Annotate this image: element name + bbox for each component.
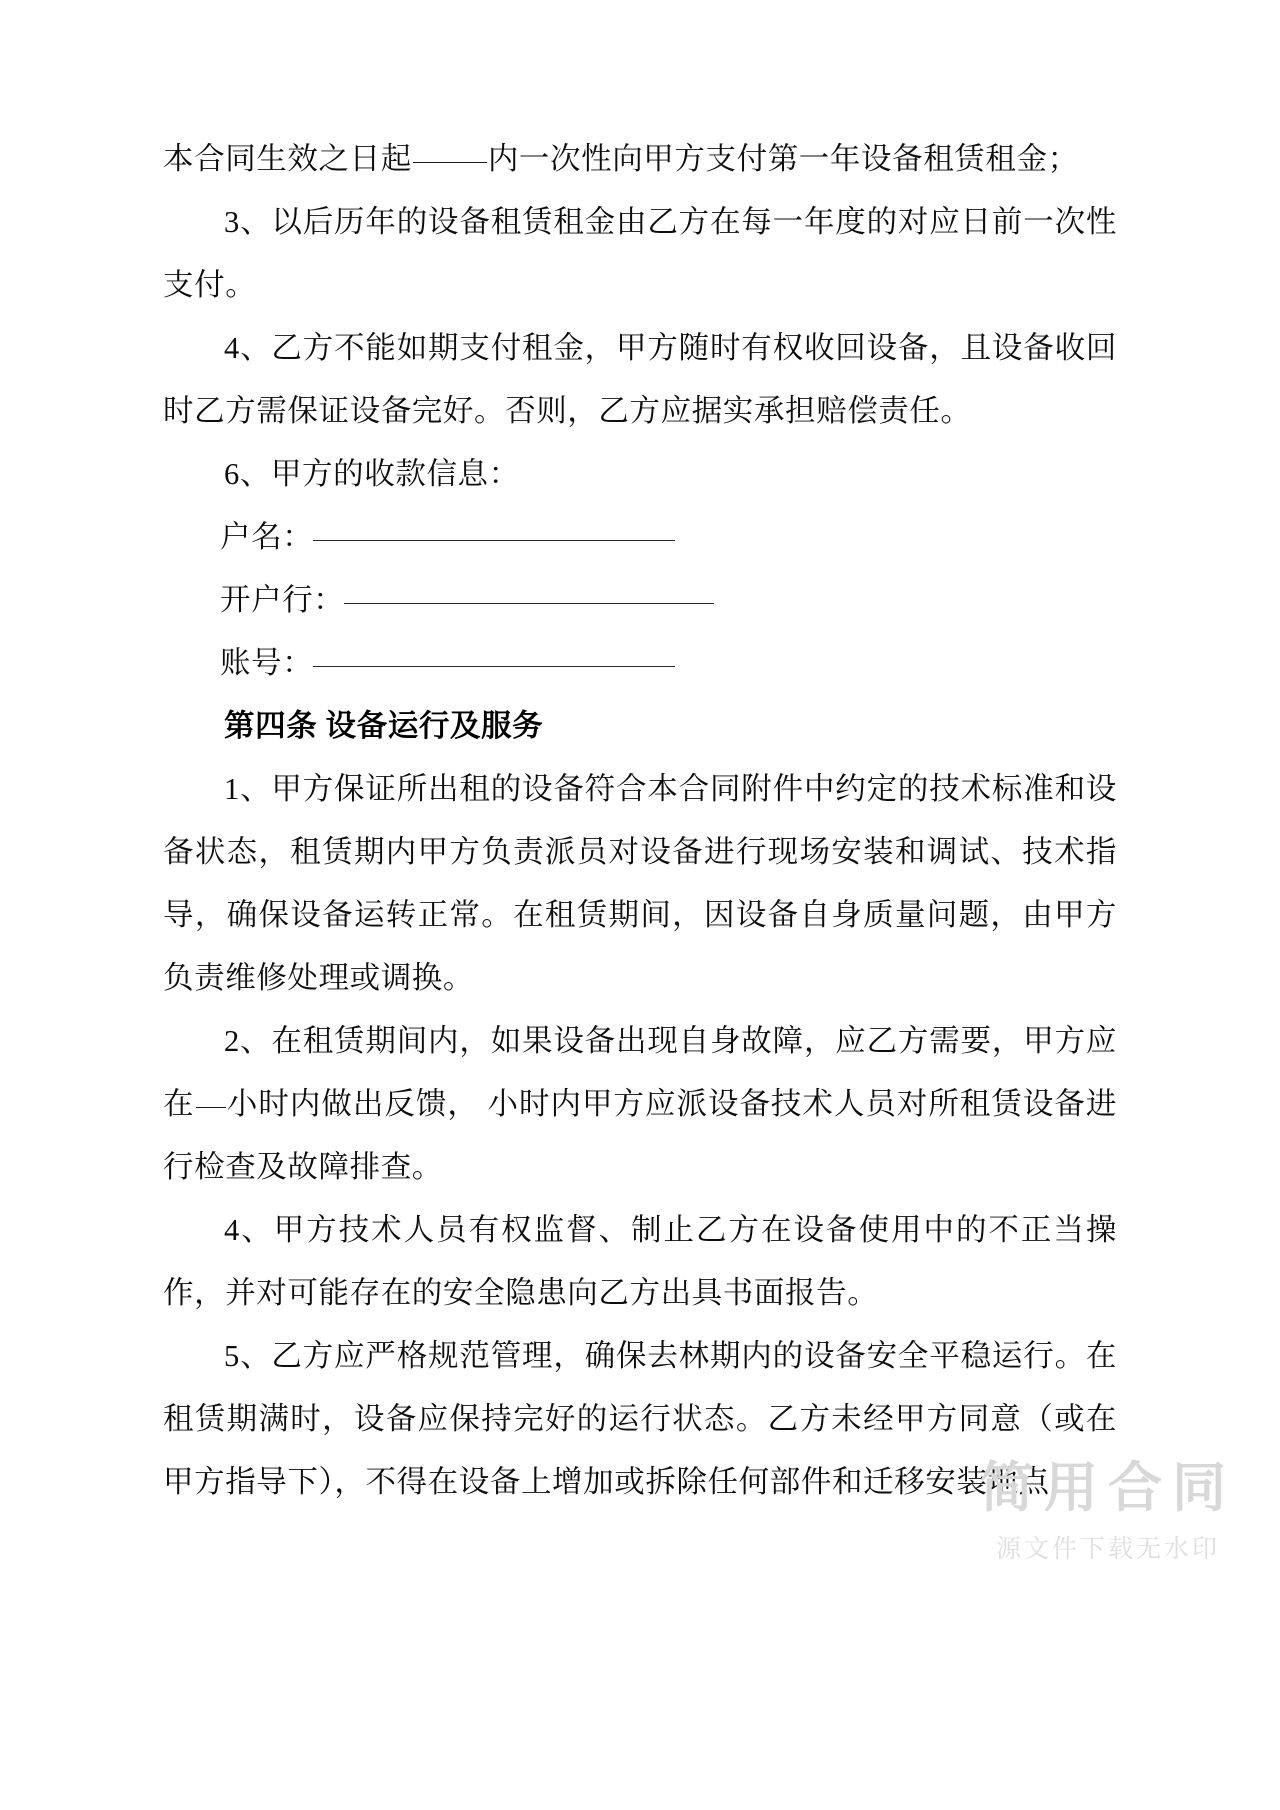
document-body [163, 128, 1117, 1514]
payee-field-account-number-input[interactable] [313, 666, 675, 667]
section-heading-article-four: 第四条 设备运行及服务 [224, 709, 544, 743]
paragraph-service-1: 1、甲方保证所出租的设备符合本合同附件中约定的技术标准和设备状态，租赁期内甲方负责派员对设备进行现场安装和调试、技术指导，确保设备运转正常。在租赁期间，因设备自身质量问题，由甲方负责维修处理或调换。 [163, 772, 1117, 995]
fill-in-blank-duration[interactable] [413, 162, 487, 163]
paragraph-service-2 [163, 1010, 1117, 1199]
payee-field-account-name-input[interactable] [313, 540, 675, 541]
paragraph-item-6: 6、甲方的收款信息： [224, 457, 520, 491]
paragraph-continued-text-after: 内一次性向甲方支付第一年设备租赁租金； [487, 142, 1079, 176]
payee-field-bank-name [163, 569, 1117, 632]
payee-field-account-number-label: 账号： [220, 646, 314, 680]
payee-field-account-name [163, 506, 1117, 569]
watermark-brand: 简用合同 [980, 1457, 1236, 1518]
paragraph-service-4: 4、甲方技术人员有权监督、制止乙方在设备使用中的不正当操作，并对可能存在的安全隐患向乙方出具书面报告。 [163, 1213, 1117, 1310]
payee-field-bank-name-label: 开户行： [220, 583, 345, 617]
watermark-tagline: 源文件下载无水印 [995, 1535, 1220, 1563]
payee-field-account-name-label: 户名： [220, 520, 314, 554]
paragraph-continued [163, 128, 1117, 191]
paragraph-item-3: 3、以后历年的设备租赁租金由乙方在每一年度的对应日前一次性支付。 [163, 205, 1117, 302]
paragraph-service-2-text-after: 小时内做出反馈， 小时内甲方应派设备技术人员对所租赁设备进行检查及故障排查。 [163, 1087, 1117, 1184]
paragraph-service-2-text-before: 2、在租赁期间内，如果设备出现自身故障，应乙方需要，甲方应在 [163, 1024, 1117, 1121]
paragraph-item-4: 4、乙方不能如期支付租金，甲方随时有权收回设备，且设备收回时乙方需保证设备完好。否则，乙方应据实承担赔偿责任。 [163, 331, 1117, 428]
fill-in-blank-response-hours[interactable] [196, 1107, 226, 1108]
payee-field-account-number [163, 632, 1117, 695]
payee-field-bank-name-input[interactable] [344, 603, 714, 604]
paragraph-service-5: 5、乙方应严格规范管理，确保去林期内的设备安全平稳运行。在租赁期满时，设备应保持完好的运行状态。乙方未经甲方同意（或在甲方指导下），不得在设备上增加或拆除任何部件和迁移安装地点 [163, 1339, 1117, 1499]
paragraph-continued-text-before: 本合同生效之日起 [163, 142, 412, 176]
